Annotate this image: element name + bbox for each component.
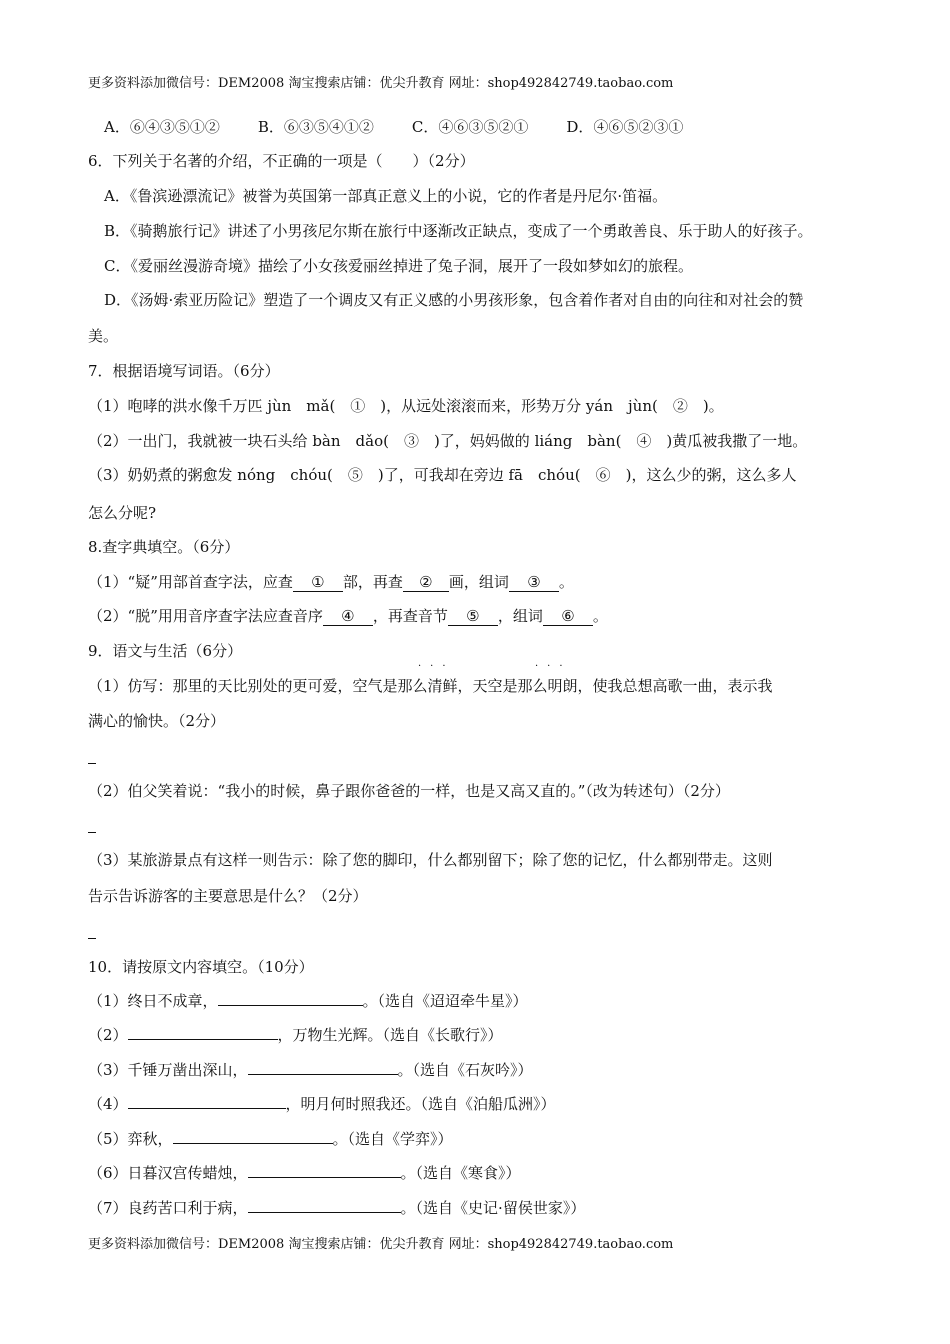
q10-item-5-pre: （5）弈秋，	[88, 1130, 173, 1148]
q9-answer-line-2[interactable]	[88, 832, 96, 833]
q7-line-2: （2）一出门，我就被一块石头给 bàn dǎo( ③ )了，妈妈做的 liáng bàn( ④ )黄瓜被我撒了一地。	[88, 432, 808, 450]
q10-item-3-pre: （3）千锤万凿出深山，	[88, 1061, 248, 1079]
emphasis-dots-1: ···	[418, 661, 455, 672]
q8-blank-5[interactable]: ⑤	[448, 608, 498, 626]
q10-item-1-post: 。（选自《迢迢牵牛星》）	[362, 992, 528, 1010]
q10-title: 10．请按原文内容填空。（10分）	[88, 958, 314, 976]
q10-blank-1[interactable]	[218, 1005, 363, 1006]
q10-blank-3[interactable]	[248, 1074, 398, 1075]
q10-item-3	[88, 1060, 533, 1080]
q10-item-6-post: 。（选自《寒食》）	[400, 1164, 521, 1182]
page-footer: 更多资料添加微信号：DEM2008 淘宝搜索店铺：优尖升教育 网址：shop492842749.taobao.com	[88, 1237, 674, 1252]
q8-blank-1[interactable]: ①	[293, 574, 343, 592]
q9-line-1: （1）仿写：那里的天比别处的更可爱，空气是那么清鲜，天空是那么明朗，使我总想高歌一曲，表示我	[88, 677, 773, 695]
q10-item-5	[88, 1129, 453, 1149]
q10-item-2	[88, 1025, 503, 1045]
q8-blank-6[interactable]: ⑥	[543, 608, 593, 626]
q7-line-3-cont: 怎么分呢?	[88, 504, 157, 522]
q6-option-b: B．《骑鹅旅行记》讲述了小男孩尼尔斯在旅行中逐渐改正缺点，变成了一个勇敢善良、乐于助人的好孩子。	[104, 222, 813, 240]
q10-item-1	[88, 991, 528, 1011]
q8-l1-text-2: 部，再查	[342, 573, 403, 591]
q9-line-2: （2）伯父笑着说：“我小的时候，鼻子跟你爸爸的一样，也是又高又直的。”（改为转述句）（2分）	[88, 782, 730, 800]
q7-title: 7．根据语境写词语。（6分）	[88, 362, 280, 380]
q8-blank-4[interactable]: ④	[323, 608, 373, 626]
q6-option-d: D．《汤姆·索亚历险记》塑造了一个调皮又有正义感的小男孩形象，包含着作者对自由的向往和对社会的赞	[104, 291, 804, 309]
q10-blank-6[interactable]	[248, 1177, 401, 1178]
q8-line-2	[88, 606, 608, 626]
q8-title: 8.查字典填空。（6分）	[88, 538, 240, 556]
q8-l2-text-3: ，组词	[497, 607, 543, 625]
q7-line-1: （1）咆哮的洪水像千万匹 jùn mǎ( ① )，从远处滚滚而来，形势万分 yán jùn( ② )。	[88, 397, 724, 415]
q8-blank-2[interactable]: ②	[403, 574, 449, 592]
q10-item-2-pre: （2）	[88, 1026, 128, 1044]
q6-option-d-cont: 美。	[88, 327, 119, 345]
q5-option-b: B．⑥③⑤④①②	[257, 118, 374, 136]
q10-item-4-pre: （4）	[88, 1095, 128, 1113]
q7-line-3: （3）奶奶煮的粥愈发 nóng chóu( ⑤ )了，可我却在旁边 fā chóu( ⑥ )，这么少的粥，这么多人	[88, 466, 797, 484]
q5-options	[104, 117, 721, 137]
q5-option-a: A．⑥④③⑤①②	[104, 118, 220, 136]
q10-blank-2[interactable]	[128, 1039, 278, 1040]
q10-item-4-post: ，明月何时照我还。（选自《泊船瓜洲》）	[285, 1095, 556, 1113]
q10-blank-5[interactable]	[173, 1143, 333, 1144]
q10-blank-7[interactable]	[248, 1212, 401, 1213]
q10-item-7-post: 。（选自《史记·留侯世家》）	[400, 1199, 586, 1217]
q8-l1-text-1: （1）“疑”用部首查字法，应查	[88, 573, 293, 591]
q10-item-3-post: 。（选自《石灰吟》）	[397, 1061, 533, 1079]
q9-line-3: （3）某旅游景点有这样一则告示：除了您的脚印，什么都别留下；除了您的记忆，什么都别带走。这则	[88, 851, 773, 869]
q6-option-c: C．《爱丽丝漫游奇境》描绘了小女孩爱丽丝掉进了兔子洞，展开了一段如梦如幻的旅程。	[104, 257, 693, 275]
q8-l2-text-2: ，再查音节	[372, 607, 448, 625]
q9-line-1-cont: 满心的愉快。（2分）	[88, 712, 226, 730]
q8-line-1	[88, 572, 574, 592]
q5-option-c: C．④⑥③⑤②①	[411, 118, 529, 136]
q10-item-2-post: ，万物生光辉。（选自《长歌行》）	[277, 1026, 503, 1044]
page-header: 更多资料添加微信号：DEM2008 淘宝搜索店铺：优尖升教育 网址：shop492842749.taobao.com	[88, 76, 674, 91]
q10-item-7-pre: （7）良药苦口利于病，	[88, 1199, 248, 1217]
q6-title: 6．下列关于名著的介绍，不正确的一项是（ ）（2分）	[88, 152, 475, 170]
q9-title: 9．语文与生活（6分）	[88, 642, 243, 660]
q8-l2-text-1: （2）“脱”用用音序查字法应查音序	[88, 607, 323, 625]
q8-l1-text-3: 画，组词	[448, 573, 509, 591]
q10-item-1-pre: （1）终日不成章，	[88, 992, 218, 1010]
q9-answer-line-3[interactable]	[88, 938, 96, 939]
q9-line-3-cont: 告示告诉游客的主要意思是什么？（2分）	[88, 887, 368, 905]
q10-item-7	[88, 1198, 585, 1218]
q10-item-6	[88, 1163, 521, 1183]
q8-l2-text-4: 。	[592, 607, 608, 625]
q10-item-4	[88, 1094, 556, 1114]
q8-blank-3[interactable]: ③	[509, 574, 559, 592]
q9-answer-line-1[interactable]	[88, 763, 96, 764]
q5-option-d: D．④⑥⑤②③①	[566, 118, 684, 136]
q10-item-5-post: 。（选自《学弈》）	[332, 1130, 453, 1148]
q10-item-6-pre: （6）日暮汉宫传蜡烛，	[88, 1164, 248, 1182]
q8-l1-text-4: 。	[558, 573, 574, 591]
emphasis-dots-2: ···	[535, 661, 572, 672]
q6-option-a: A．《鲁滨逊漂流记》被誉为英国第一部真正意义上的小说，它的作者是丹尼尔·笛福。	[104, 187, 668, 205]
q10-blank-4[interactable]	[128, 1108, 286, 1109]
